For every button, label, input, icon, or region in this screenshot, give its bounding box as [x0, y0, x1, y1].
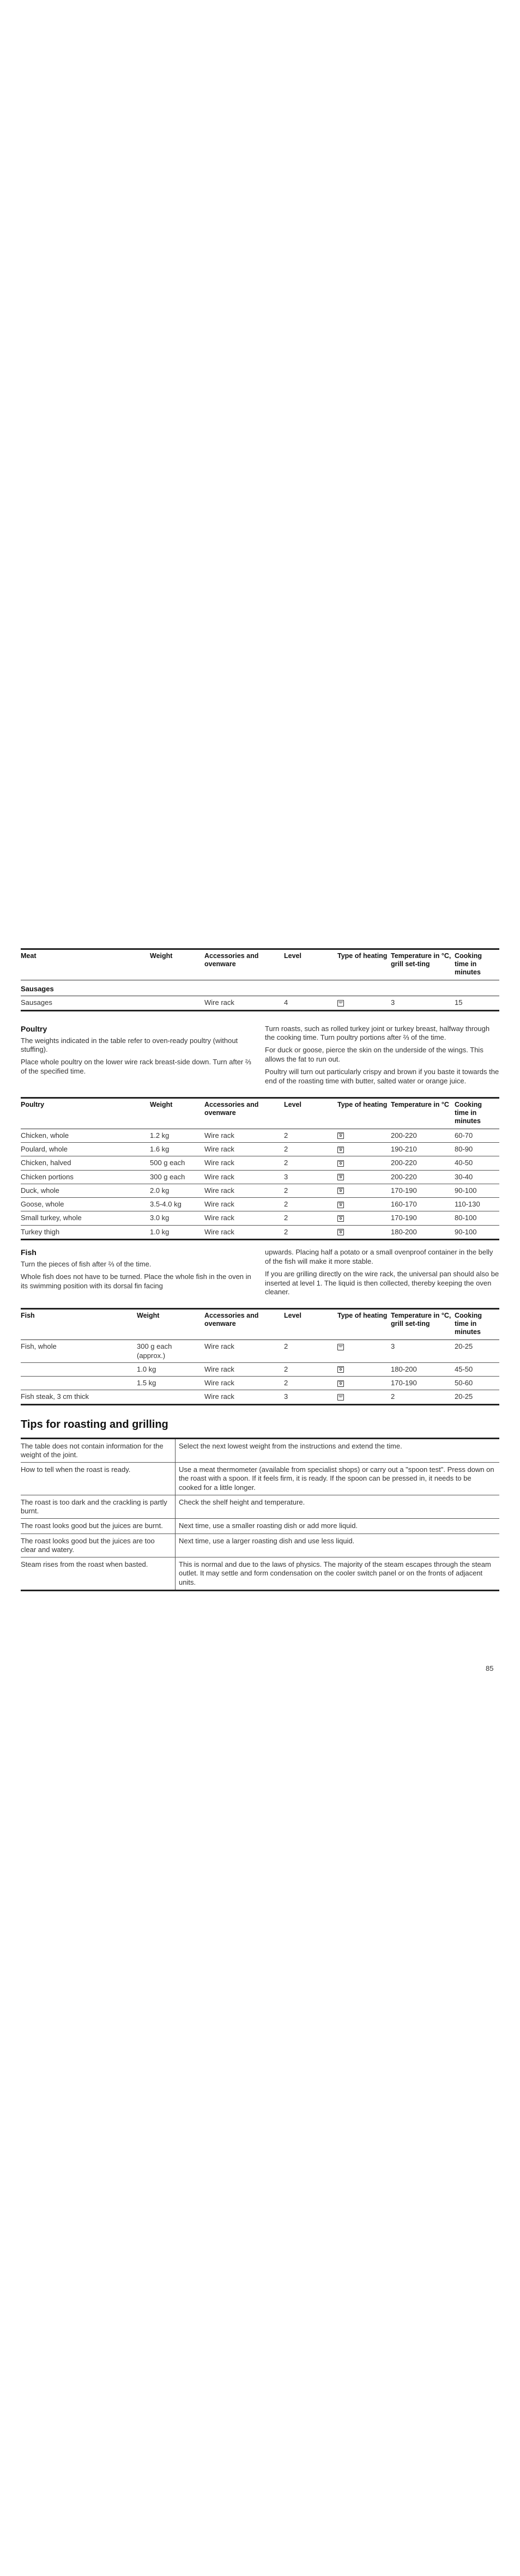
cell-temperature: 3	[391, 996, 455, 1010]
cell-weight: 1.2 kg	[150, 1129, 204, 1142]
cell-time: 20-25	[455, 1340, 499, 1363]
table-row	[21, 1170, 499, 1184]
tip-solution: Use a meat thermometer (available from specialist shops) or carry out a "spoon test". Press down on the roast with a spoon. If it feels firm, it is ready. If the spoon can be pressed in, it needs to be cooked for a little longer.	[176, 1463, 500, 1495]
cell-heating-type	[337, 996, 391, 1010]
cell-name: Duck, whole	[21, 1184, 150, 1197]
cell-heating-type	[337, 1377, 391, 1390]
col-header-accessories: Accessories and ovenware	[204, 949, 284, 980]
cell-time: 50-60	[455, 1377, 499, 1390]
cell-time: 90-100	[455, 1184, 499, 1197]
tip-problem: The table does not contain information for the weight of the joint.	[21, 1438, 176, 1463]
col-header-accessories: Accessories and ovenware	[204, 1098, 284, 1129]
cell-weight: 1.0 kg	[150, 1225, 204, 1239]
cell-heating-type	[337, 1198, 391, 1211]
table-row	[21, 1390, 499, 1404]
cell-level: 2	[284, 1129, 337, 1142]
cell-accessories: Wire rack	[204, 1225, 284, 1239]
fish-paragraph: upwards. Placing half a potato or a small ovenproof container in the belly of the fish will make it more stable.	[265, 1247, 493, 1265]
cell-weight: 1.6 kg	[150, 1143, 204, 1156]
cell-name	[21, 1362, 137, 1376]
cell-temperature: 190-210	[391, 1143, 455, 1156]
fish-paragraph: Turn the pieces of fish after ⅔ of the time.	[21, 1259, 152, 1268]
col-header-temperature: Temperature in °C, grill set-ting	[391, 1309, 455, 1340]
cell-accessories: Wire rack	[204, 1340, 284, 1363]
cell-time: 110-130	[455, 1198, 499, 1211]
cell-level: 2	[284, 1340, 337, 1363]
cell-level: 2	[284, 1184, 337, 1197]
cell-level: 2	[284, 1362, 337, 1376]
tip-problem: The roast looks good but the juices are burnt.	[21, 1519, 176, 1534]
cell-level: 2	[284, 1143, 337, 1156]
poultry-heading: Poultry	[21, 1024, 47, 1033]
poultry-paragraph: Poultry will turn out particularly crispy and brown if you baste it towards the end of the roasting time with butter, salted water or orange juice.	[265, 1068, 499, 1085]
cell-heating-type	[337, 1143, 391, 1156]
cell-heating-type	[337, 1211, 391, 1225]
tip-solution: Next time, use a larger roasting dish and use less liquid.	[176, 1534, 500, 1557]
table-header-row	[21, 1098, 499, 1129]
cell-accessories: Wire rack	[204, 1143, 284, 1156]
table-row	[21, 996, 499, 1010]
col-header-meat: Meat	[21, 949, 150, 980]
cell-level: 4	[284, 996, 337, 1010]
cell-time: 80-100	[455, 1211, 499, 1225]
circotherm-grill-icon	[337, 1132, 344, 1139]
col-header-level: Level	[284, 949, 337, 980]
cell-level: 2	[284, 1198, 337, 1211]
cell-heating-type	[337, 1362, 391, 1376]
table-row	[21, 1129, 499, 1142]
meat-table	[21, 948, 499, 1011]
poultry-paragraph: For duck or goose, pierce the skin on the underside of the wings. This allows the fat to run out.	[265, 1046, 483, 1064]
table-row	[21, 1495, 499, 1519]
cell-weight: 3.5-4.0 kg	[150, 1198, 204, 1211]
poultry-table	[21, 1097, 499, 1240]
tip-solution: This is normal and due to the laws of physics. The majority of the steam escapes through the steam outlet. It may settle and form condensation on the cooler switch panel or on the fronts of adjacent units.	[176, 1557, 500, 1591]
cell-temperature: 180-200	[391, 1225, 455, 1239]
col-header-time: Cooking time in minutes	[455, 1098, 499, 1129]
cell-name: Goose, whole	[21, 1198, 150, 1211]
tips-table	[21, 1438, 499, 1591]
cell-name: Fish, whole	[21, 1340, 137, 1363]
circotherm-grill-icon	[337, 1366, 344, 1373]
cell-time: 20-25	[455, 1390, 499, 1404]
circotherm-grill-icon	[337, 1215, 344, 1222]
circotherm-grill-icon	[337, 1147, 344, 1153]
cell-time: 80-90	[455, 1143, 499, 1156]
cell-weight	[150, 996, 204, 1010]
cell-level: 2	[284, 1377, 337, 1390]
col-header-level: Level	[284, 1098, 337, 1129]
tips-heading: Tips for roasting and grilling	[21, 1418, 168, 1431]
fish-heading: Fish	[21, 1247, 37, 1257]
cell-weight	[137, 1390, 204, 1404]
cell-level: 2	[284, 1156, 337, 1170]
cell-accessories: Wire rack	[204, 1198, 284, 1211]
cell-name	[21, 1377, 137, 1390]
table-row	[21, 1519, 499, 1534]
col-header-type: Type of heating	[337, 1098, 391, 1129]
table-row	[21, 1156, 499, 1170]
circotherm-grill-icon	[337, 1380, 344, 1387]
page-content	[21, 948, 499, 1591]
tip-solution: Check the shelf height and temperature.	[176, 1495, 500, 1519]
poultry-right-column	[265, 1025, 499, 1089]
fish-right-column	[265, 1248, 499, 1300]
grill-icon	[337, 1344, 344, 1350]
table-row	[21, 1184, 499, 1197]
poultry-section	[21, 1025, 499, 1089]
cell-name: Chicken portions	[21, 1170, 150, 1184]
poultry-paragraph: The weights indicated in the table refer to oven-ready poultry (without stuffing).	[21, 1036, 238, 1054]
table-row	[21, 1198, 499, 1211]
tip-problem: How to tell when the roast is ready.	[21, 1463, 176, 1495]
table-row	[21, 1225, 499, 1239]
poultry-paragraph: Place whole poultry on the lower wire rack breast-side down. Turn after ⅔ of the specified time.	[21, 1058, 251, 1076]
cell-name: Fish steak, 3 cm thick	[21, 1390, 137, 1404]
grill-icon	[337, 1000, 344, 1007]
cell-heating-type	[337, 1170, 391, 1184]
cell-level: 3	[284, 1390, 337, 1404]
cell-weight: 500 g each	[150, 1156, 204, 1170]
cell-weight: 3.0 kg	[150, 1211, 204, 1225]
cell-temperature: 170-190	[391, 1211, 455, 1225]
tip-problem: The roast looks good but the juices are too clear and watery.	[21, 1534, 176, 1557]
cell-accessories: Wire rack	[204, 1184, 284, 1197]
cell-name: Small turkey, whole	[21, 1211, 150, 1225]
cell-accessories: Wire rack	[204, 1211, 284, 1225]
poultry-left-column	[21, 1025, 255, 1089]
cell-name: Chicken, halved	[21, 1156, 150, 1170]
cell-weight: 1.5 kg	[137, 1377, 204, 1390]
cell-accessories: Wire rack	[204, 1377, 284, 1390]
circotherm-grill-icon	[337, 1160, 344, 1167]
page-number: 85	[486, 1664, 494, 1672]
col-header-type: Type of heating	[337, 1309, 391, 1340]
cell-weight: 300 g each	[150, 1170, 204, 1184]
fish-section	[21, 1248, 499, 1300]
cell-weight: 2.0 kg	[150, 1184, 204, 1197]
cell-accessories: Wire rack	[204, 1362, 284, 1376]
table-row	[21, 1557, 499, 1591]
table-row	[21, 1438, 499, 1463]
cell-heating-type	[337, 1184, 391, 1197]
table-row	[21, 1463, 499, 1495]
cell-temperature: 180-200	[391, 1362, 455, 1376]
cell-heating-type	[337, 1225, 391, 1239]
cell-temperature: 170-190	[391, 1184, 455, 1197]
poultry-paragraph: Turn roasts, such as rolled turkey joint or turkey breast, halfway through the cooking time. Turn poultry portions after ⅔ of the time.	[265, 1024, 490, 1042]
cell-accessories: Wire rack	[204, 1390, 284, 1404]
cell-weight: 1.0 kg	[137, 1362, 204, 1376]
table-row	[21, 1362, 499, 1376]
cell-temperature: 160-170	[391, 1198, 455, 1211]
fish-left-column	[21, 1248, 255, 1300]
cell-accessories: Wire rack	[204, 996, 284, 1010]
group-row	[21, 980, 499, 996]
fish-paragraph: Whole fish does not have to be turned. Place the whole fish in the oven in its swimming position with its dorsal fin facing	[21, 1272, 251, 1290]
cell-time: 30-40	[455, 1170, 499, 1184]
col-header-accessories: Accessories and ovenware	[204, 1309, 284, 1340]
fish-table	[21, 1308, 499, 1405]
cell-time: 90-100	[455, 1225, 499, 1239]
cell-name: Sausages	[21, 996, 150, 1010]
tip-problem: Steam rises from the roast when basted.	[21, 1557, 176, 1591]
col-header-temperature: Temperature in °C	[391, 1098, 455, 1129]
cell-accessories: Wire rack	[204, 1129, 284, 1142]
cell-heating-type	[337, 1340, 391, 1363]
cell-temperature: 2	[391, 1390, 455, 1404]
cell-temperature: 170-190	[391, 1377, 455, 1390]
col-header-poultry: Poultry	[21, 1098, 150, 1129]
col-header-weight: Weight	[137, 1309, 204, 1340]
table-header-row	[21, 1309, 499, 1340]
grill-icon	[337, 1394, 344, 1401]
circotherm-grill-icon	[337, 1174, 344, 1180]
tip-solution: Next time, use a smaller roasting dish or add more liquid.	[176, 1519, 500, 1534]
tip-problem: The roast is too dark and the crackling is partly burnt.	[21, 1495, 176, 1519]
cell-heating-type	[337, 1390, 391, 1404]
col-header-time: Cooking time in minutes	[455, 949, 499, 980]
tip-solution: Select the next lowest weight from the instructions and extend the time.	[176, 1438, 500, 1463]
cell-time: 60-70	[455, 1129, 499, 1142]
circotherm-grill-icon	[337, 1187, 344, 1194]
table-row	[21, 1377, 499, 1390]
cell-temperature: 3	[391, 1340, 455, 1363]
cell-level: 2	[284, 1225, 337, 1239]
cell-time: 45-50	[455, 1362, 499, 1376]
cell-heating-type	[337, 1156, 391, 1170]
cell-accessories: Wire rack	[204, 1170, 284, 1184]
table-row	[21, 1211, 499, 1225]
group-label: Sausages	[21, 980, 499, 996]
table-row	[21, 1340, 499, 1363]
col-header-level: Level	[284, 1309, 337, 1340]
cell-heating-type	[337, 1129, 391, 1142]
circotherm-grill-icon	[337, 1202, 344, 1208]
cell-weight: 300 g each (approx.)	[137, 1340, 204, 1363]
col-header-weight: Weight	[150, 949, 204, 980]
col-header-weight: Weight	[150, 1098, 204, 1129]
cell-accessories: Wire rack	[204, 1156, 284, 1170]
cell-temperature: 200-220	[391, 1156, 455, 1170]
cell-name: Poulard, whole	[21, 1143, 150, 1156]
cell-level: 2	[284, 1211, 337, 1225]
cell-name: Turkey thigh	[21, 1225, 150, 1239]
col-header-type: Type of heating	[337, 949, 391, 980]
cell-temperature: 200-220	[391, 1170, 455, 1184]
cell-name: Chicken, whole	[21, 1129, 150, 1142]
fish-paragraph: If you are grilling directly on the wire rack, the universal pan should also be inserted at level 1. The liquid is then collected, thereby keeping the oven cleaner.	[265, 1269, 499, 1296]
col-header-time: Cooking time in minutes	[455, 1309, 499, 1340]
cell-time: 15	[455, 996, 499, 1010]
cell-level: 3	[284, 1170, 337, 1184]
cell-time: 40-50	[455, 1156, 499, 1170]
table-row	[21, 1143, 499, 1156]
col-header-fish: Fish	[21, 1309, 137, 1340]
circotherm-grill-icon	[337, 1229, 344, 1235]
table-header-row	[21, 949, 499, 980]
cell-temperature: 200-220	[391, 1129, 455, 1142]
table-row	[21, 1534, 499, 1557]
col-header-temperature: Temperature in °C, grill set-ting	[391, 949, 455, 980]
